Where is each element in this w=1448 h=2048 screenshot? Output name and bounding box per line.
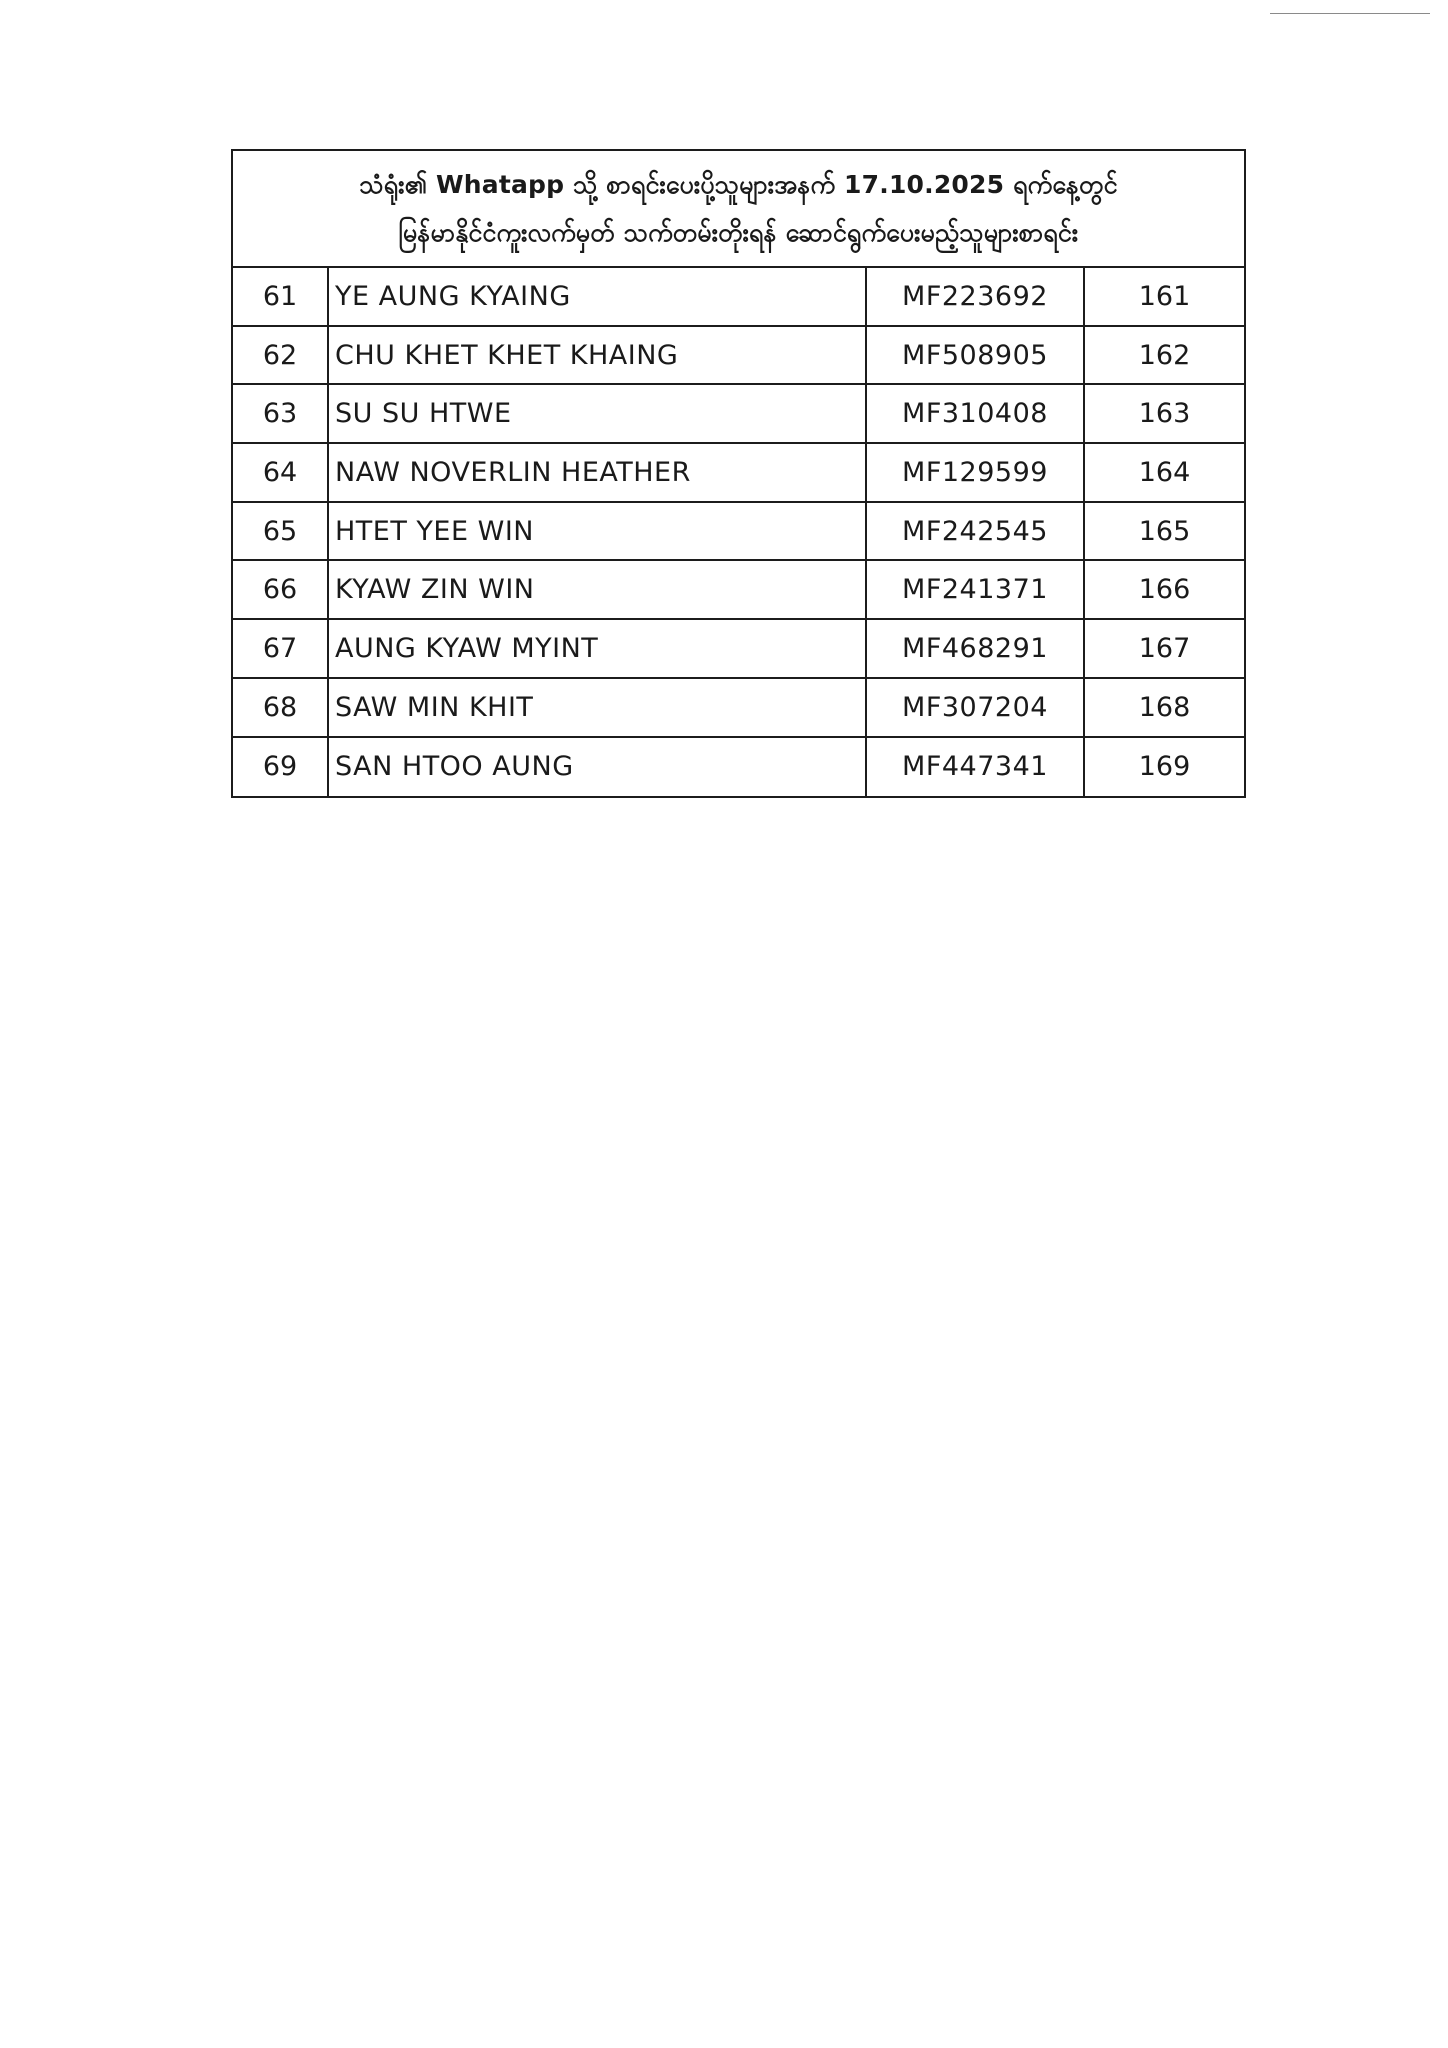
passport-number: MF129599 [867, 444, 1085, 501]
applicant-name: HTET YEE WIN [329, 503, 867, 560]
sequence-number: 164 [1138, 456, 1191, 488]
sequence-number: 167 [1138, 632, 1191, 664]
sequence-number: 166 [1138, 574, 1191, 606]
passport-renewal-table [231, 149, 1246, 798]
passport-number: MF468291 [867, 620, 1085, 677]
table-row [233, 385, 1244, 444]
table-row [233, 561, 1244, 620]
row-number: 63 [233, 385, 329, 442]
applicant-name: SAW MIN KHIT [329, 679, 867, 736]
row-number: 61 [233, 268, 329, 325]
scan-mark-top-right [1270, 13, 1430, 14]
passport-number: MF242545 [867, 503, 1085, 560]
passport-number: MF241371 [867, 561, 1085, 618]
passport-number: MF447341 [867, 738, 1085, 797]
applicant-name: AUNG KYAW MYINT [329, 620, 867, 677]
applicant-name: YE AUNG KYAING [329, 268, 867, 325]
sequence-number: 168 [1138, 691, 1191, 723]
row-number: 69 [233, 738, 329, 797]
row-number: 62 [233, 327, 329, 384]
table-row [233, 503, 1244, 562]
applicant-name: SU SU HTWE [329, 385, 867, 442]
sequence-number: 169 [1138, 751, 1191, 783]
heading-line-2: မြန်မာနိုင်ငံကူးလက်မှတ် သက်တမ်းတိုးရန် ဆောင်ရွက်ပေးမည့်သူများစာရင်း [398, 217, 1079, 247]
table-row [233, 620, 1244, 679]
passport-number: MF223692 [867, 268, 1085, 325]
applicant-name: CHU KHET KHET KHAING [329, 327, 867, 384]
sequence-number: 163 [1138, 398, 1191, 430]
passport-number: MF310408 [867, 385, 1085, 442]
passport-number: MF508905 [867, 327, 1085, 384]
table-row [233, 268, 1244, 327]
table-row [233, 738, 1244, 797]
heading-line-1: သံရုံး၏ Whatapp သို့ စာရင်းပေးပို့သူများအနက် 17.10.2025 ရက်နေ့တွင် [359, 169, 1118, 199]
row-number: 67 [233, 620, 329, 677]
applicant-name: SAN HTOO AUNG [329, 738, 867, 797]
table-row [233, 444, 1244, 503]
row-number: 66 [233, 561, 329, 618]
sequence-number: 162 [1138, 339, 1191, 371]
row-number: 64 [233, 444, 329, 501]
sequence-number: 165 [1138, 515, 1191, 547]
row-number: 68 [233, 679, 329, 736]
table-row [233, 679, 1244, 738]
sequence-number: 161 [1138, 280, 1191, 312]
passport-number: MF307204 [867, 679, 1085, 736]
row-number: 65 [233, 503, 329, 560]
table-row [233, 327, 1244, 386]
applicant-name: NAW NOVERLIN HEATHER [329, 444, 867, 501]
table-heading [233, 151, 1244, 268]
applicant-name: KYAW ZIN WIN [329, 561, 867, 618]
